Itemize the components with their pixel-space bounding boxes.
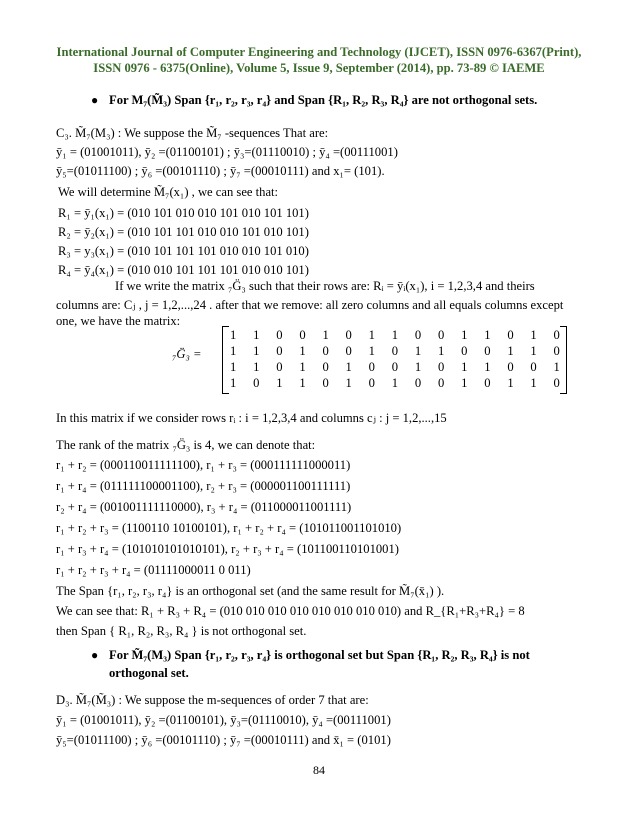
matrix-cell: 0 (299, 328, 306, 342)
c3-rows-columns: In this matrix if we consider rows rᵢ : i = 1,2,3,4 and columns cⱼ : j = 1,2,...,15 (56, 411, 447, 425)
matrix-cell: 1 (507, 344, 514, 358)
matrix-cell: 1 (484, 328, 491, 342)
matrix-cell: 1 (345, 376, 352, 390)
sum-line-3: r₂ + r₄ = (001001111110000), r₃ + r₄ = (011000011001111) (56, 500, 352, 514)
c3-then-line: then Span { R₁, R₂, R₃, R₄ } is not orthogonal set. (56, 624, 307, 638)
matrix-cell: 1 (230, 344, 237, 358)
sum-line-5: r₁ + r₃ + r₄ = (101010101010101), r₂ + r₃ + r₄ = (101100110101001) (56, 542, 399, 556)
matrix-row (230, 328, 560, 343)
matrix-cell: 1 (230, 376, 237, 390)
matrix-cell: 1 (391, 376, 399, 390)
matrix-cell: 1 (414, 344, 422, 358)
d3-heading: D₃. M̃₇(M̃₃) : We suppose the m-sequences of order 7 that are: (56, 693, 369, 707)
d3-sequences-1: ȳ₁ = (01001011), ȳ₂ =(01100101), ȳ₃=(01110010), ȳ₄ =(00111001) (56, 713, 391, 727)
matrix-cell: 0 (414, 328, 422, 342)
matrix-cell: 0 (391, 360, 399, 374)
matrix-cell: 0 (507, 360, 514, 374)
matrix-cell: 0 (391, 344, 399, 358)
matrix-cell: 1 (461, 360, 468, 374)
matrix-cell: 1 (322, 328, 329, 342)
matrix-cell: 0 (553, 328, 560, 342)
sum-line-4: r₁ + r₂ + r₃ = (1100110 10100101), r₁ + r₂ + r₄ = (101011001101010) (56, 521, 402, 535)
c3-paragraph-line3: one, we have the matrix: (56, 314, 181, 328)
matrix-cell: 0 (553, 344, 560, 358)
bullet-marker: ● (91, 93, 99, 107)
matrix-left-bracket (222, 326, 229, 394)
matrix-cell: 1 (253, 328, 260, 342)
matrix-row (230, 344, 560, 359)
matrix-cell: 0 (276, 344, 283, 358)
matrix-cell: 0 (322, 344, 329, 358)
matrix-cell: 0 (368, 376, 375, 390)
matrix-cell: 1 (484, 360, 491, 374)
matrix-cell: 1 (299, 376, 306, 390)
matrix-cell: 0 (276, 360, 283, 374)
c3-R2: R₂ = ȳ₂(x₁) = (010 101 101 010 010 101 010 101) (58, 225, 309, 239)
matrix-cell: 1 (299, 360, 306, 374)
c3-see-line: We can see that: R₁ + R₃ + R₄ = (010 010 010 010 010 010 010 010) and R_{R₁+R₃+R₄} = 8 (56, 604, 525, 618)
sum-line-2: r₁ + r₄ = (011111100001100), r₂ + r₃ = (000001100111111) (56, 479, 351, 493)
matrix-cell: 0 (253, 376, 260, 390)
matrix-cell: 1 (530, 344, 537, 358)
matrix-cell: 0 (345, 328, 352, 342)
matrix-cell: 1 (368, 344, 375, 358)
matrix-cell: 1 (461, 376, 468, 390)
matrix-cell: 0 (414, 376, 422, 390)
matrix-cell: 1 (345, 360, 352, 374)
matrix-cell: 1 (461, 328, 468, 342)
matrix-cell: 0 (437, 360, 445, 374)
bullet-marker: ● (91, 648, 99, 662)
sum-line-6: r₁ + r₂ + r₃ + r₄ = (01111000011 0 011) (56, 563, 251, 577)
matrix-cell: 0 (368, 360, 375, 374)
matrix-cell: 1 (230, 328, 237, 342)
matrix-cell: 0 (437, 376, 445, 390)
c3-span-statement: The Span {r₁, r₂, r₃, r₄} is an orthogonal set (and the same result for M̃₇(x̄₁) ). (56, 584, 445, 598)
matrix-cell: 0 (276, 328, 283, 342)
matrix-row (230, 360, 560, 375)
matrix-cell: 1 (368, 328, 375, 342)
c3-heading: C₃. M̃₇(M₃) : We suppose the M̃₇ -sequences That are: (56, 126, 329, 140)
matrix-cell: 0 (484, 376, 491, 390)
bullet-statement-2-line1: For M̃₇(M₃) Span {r₁, r₂, r₃, r₄} is orthogonal set but Span {R₁, R₂, R₃, R₄} is not (109, 648, 530, 662)
matrix-cell: 0 (553, 376, 560, 390)
c3-sequences-2: ȳ₅=(01011100) ; ȳ₆ =(00101110) ; ȳ₇ =(00010111) and x₁= (101). (56, 164, 385, 178)
matrix-cell: 0 (461, 344, 468, 358)
matrix-row (230, 376, 560, 391)
matrix-cell: 0 (484, 344, 491, 358)
c3-paragraph-line2: columns are: Cⱼ , j = 1,2,...,24 . after that we remove: all zero columns and all equals columns except (56, 298, 564, 312)
d3-sequences-2: ȳ₅=(01011100) ; ȳ₆ =(00101110) ; ȳ₇ =(00010111) and x̄₁ = (0101) (56, 733, 391, 747)
matrix-cell: 1 (276, 376, 283, 390)
matrix-right-bracket (560, 326, 567, 394)
c3-paragraph-line1: If we write the matrix ₇G̈₃ such that their rows are: Rᵢ = ȳᵢ(x₁), i = 1,2,3,4 and theirs (115, 279, 535, 293)
c3-determine: We will determine M̃₇(x₁) , we can see that: (58, 185, 279, 199)
c3-R1: R₁ = ȳ₁(x₁) = (010 101 010 010 101 010 101 101) (58, 206, 309, 220)
matrix-label: ₇G̈₃ = (172, 347, 202, 361)
matrix-cell: 1 (414, 360, 422, 374)
matrix-cell: 0 (322, 360, 329, 374)
c3-rank: The rank of the matrix ₇G̈₃ is 4, we can denote that: (56, 438, 316, 452)
journal-header-line2: ISSN 0976 - 6375(Online), Volume 5, Issue 9, September (2014), pp. 73-89 © IAEME (93, 61, 545, 75)
c3-R3: R₃ = y₃(x₁) = (010 101 101 101 010 010 101 010) (58, 244, 309, 258)
page-number: 84 (313, 763, 325, 777)
matrix-cell: 0 (322, 376, 329, 390)
matrix-cell: 0 (437, 328, 445, 342)
matrix-cell: 0 (507, 328, 514, 342)
matrix-cell: 0 (530, 360, 537, 374)
matrix-cell: 1 (507, 376, 514, 390)
bullet-statement-2-line2: orthogonal set. (109, 666, 189, 680)
bullet-statement-1: For M₇(M̃₃) Span {r₁, r₂, r₃, r₄} and Span {R₁, R₂, R₃, R₄} are not orthogonal sets. (109, 93, 538, 107)
matrix-cell: 1 (530, 328, 537, 342)
journal-header-line1: International Journal of Computer Engineering and Technology (IJCET), ISSN 0976-6367(Print), (56, 45, 582, 59)
matrix-cell: 1 (391, 328, 399, 342)
sum-line-1: r₁ + r₂ = (000110011111100), r₁ + r₃ = (000111111000011) (56, 458, 351, 472)
matrix-cell: 1 (253, 344, 260, 358)
matrix-cell: 1 (253, 360, 260, 374)
c3-sequences-1: ȳ₁ = (01001011), ȳ₂ =(01100101) ; ȳ₃=(01110010) ; ȳ₄ =(00111001) (56, 145, 398, 159)
matrix-cell: 1 (437, 344, 445, 358)
matrix-cell: 1 (299, 344, 306, 358)
matrix-cell: 1 (553, 360, 560, 374)
matrix-cell: 1 (230, 360, 237, 374)
matrix-cell: 1 (530, 376, 537, 390)
matrix-cell: 0 (345, 344, 352, 358)
c3-R4: R₄ = ȳ₄(x₁) = (010 010 101 101 101 010 010 101) (58, 263, 309, 277)
